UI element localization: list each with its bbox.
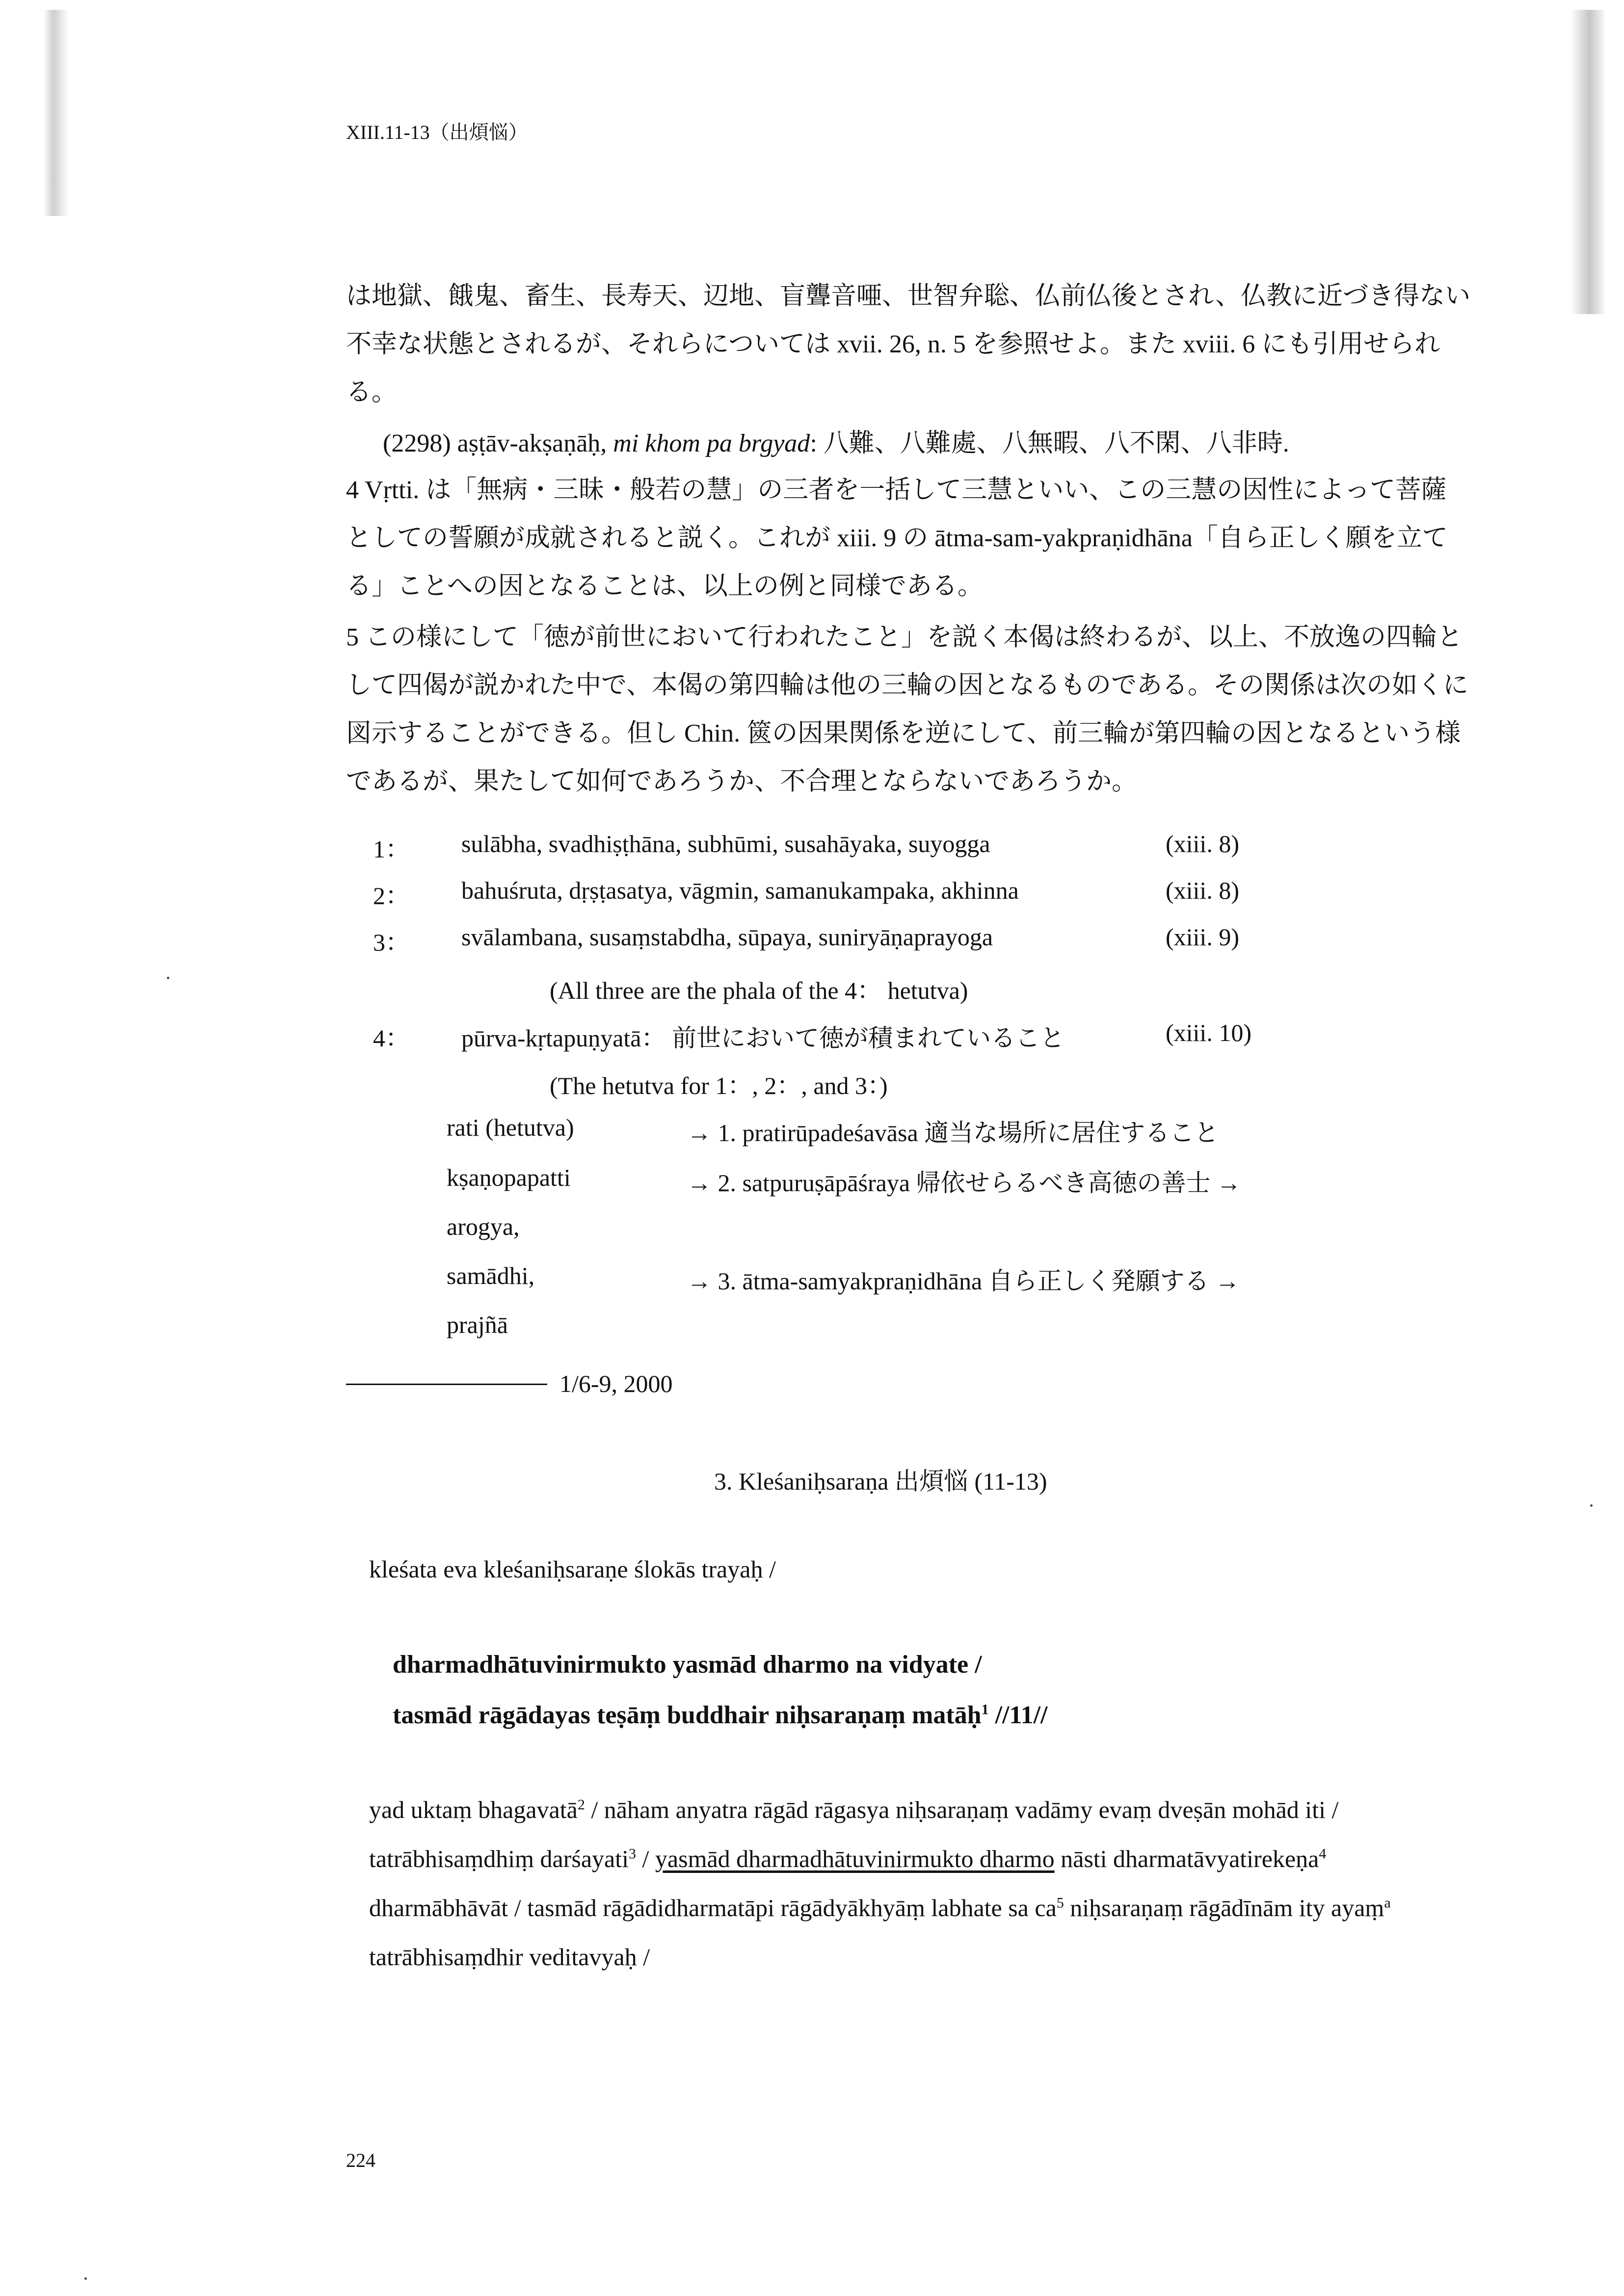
text-span: / — [636, 1845, 655, 1872]
verse-number: //11// — [988, 1701, 1048, 1729]
footnote-marker: 3 — [629, 1845, 637, 1862]
page-number: 224 — [346, 2149, 375, 2171]
date-rule — [346, 1384, 547, 1385]
text-line: としての誓願が成就されると説く。これが xiii. 9 の ātma-sam-yakpraṇidhāna「自ら正しく願を立て — [346, 524, 1448, 552]
note-2298 — [383, 420, 1289, 468]
wheel-number: 3： — [373, 929, 410, 956]
text-line: 4 Vṛtti. は「無病・三昧・般若の慧」の三者を一括して三慧といい、この三慧の因性によって菩薩 — [346, 476, 1447, 504]
verse-text: tasmād rāgādayas teṣāṃ buddhair niḥsaraṇaṃ matāḥ — [393, 1701, 982, 1729]
wheel-reference: (xiii. 10) — [1166, 1019, 1251, 1046]
text-line: る。 — [346, 378, 398, 406]
underlined-quote: yasmād dharmadhātuvinirmukto dharmo — [655, 1845, 1055, 1872]
running-header: XIII.11-13（出煩悩） — [346, 121, 528, 143]
commentary — [369, 1795, 1503, 1992]
chart-right-label: → 3. ātma-samyakpraṇidhāna 自ら正しく発願する → — [687, 1267, 1240, 1295]
footnote-marker: 1 — [981, 1701, 989, 1718]
text-line: る」ことへの因となることは、以上の例と同様である。 — [346, 572, 983, 600]
text-line: は地獄、餓鬼、畜生、長寿天、辺地、盲聾音唖、世智弁聡、仏前仏後とされ、仏教に近づき得ない — [346, 282, 1471, 310]
chart-left-label: rati (hetutva) — [447, 1114, 574, 1141]
date-stamp: 1/6-9, 2000 — [559, 1370, 673, 1397]
chart-left-label: kṣaṇopapatti — [447, 1164, 571, 1191]
scan-speck — [1590, 1504, 1593, 1507]
note-2298-tibetan: mi khom pa brgyad — [613, 429, 810, 457]
note-5 — [346, 614, 1468, 806]
text-line — [369, 1894, 1503, 1943]
text-line: tatrābhisaṃdhir veditavyaḥ / — [369, 1943, 650, 1971]
text-span: nāsti dharmatāvyatirekeṇa — [1054, 1845, 1319, 1872]
chart-left-label: samādhi, — [447, 1262, 535, 1289]
note-2298-prefix: (2298) aṣṭāv-akṣaṇāḥ, — [383, 429, 607, 457]
intro-line: kleśata eva kleśaniḥsaraṇe ślokās trayaḥ / — [369, 1555, 776, 1583]
chart-right-label: → 2. satpuruṣāpāśraya 帰依せらるべき高徳の善士 → — [687, 1169, 1242, 1197]
footnote-marker: 5 — [1056, 1895, 1064, 1911]
scan-speck — [84, 2277, 87, 2280]
text-line: 不幸な状態とされるが、それらについては xvii. 26, n. 5 を参照せよ。また xviii. 6 にも引用せられ — [346, 330, 1440, 358]
verse-line — [393, 1701, 1047, 1730]
wheel-reference: (xiii. 8) — [1166, 877, 1239, 904]
phala-note: (All three are the phala of the 4： hetutva) — [550, 977, 968, 1004]
footnote-marker: a — [1384, 1895, 1391, 1911]
wheel-terms: bahuśruta, dṛṣṭasatya, vāgmin, samanukampaka, akhinna — [461, 877, 1019, 904]
chart-left-label: arogya, — [447, 1213, 520, 1240]
note-4 — [346, 466, 1448, 611]
wheel-terms: svālambana, susaṃstabdha, sūpaya, suniryāṇaprayoga — [461, 923, 993, 951]
wheel-number: 1： — [373, 835, 410, 863]
chart-right-label: → 1. pratirūpadeśavāsa 適当な場所に居住すること — [687, 1119, 1219, 1147]
text-span: / nāham anyatra rāgād rāgasya niḥsaraṇaṃ vadāmy evaṃ dveṣān mohād iti / — [585, 1796, 1339, 1823]
text-span: dharmābhāvāt / tasmād rāgādidharmatāpi rāgādyākhyāṃ labhate sa ca — [369, 1894, 1057, 1922]
scan-shadow-right — [1571, 10, 1605, 314]
wheel-terms: pūrva-kṛtapuṇyatā： 前世において徳が積まれていること — [461, 1024, 1065, 1052]
chart-left-label: prajñā — [447, 1311, 508, 1338]
text-line: 図示することができる。但し Chin. 篋の因果関係を逆にして、前三輪が第四輪の因となるという様 — [346, 720, 1461, 748]
text-line: 5 この様にして「徳が前世において行われたこと」を説く本偈は終わるが、以上、不放逸の四輪と — [346, 623, 1463, 651]
text-line: であるが、果たして如何であろうか、不合理とならないであろうか。 — [346, 768, 1138, 796]
note-2298-suffix: : 八難、八難處、八無暇、八不閑、八非時. — [810, 429, 1289, 457]
wheel-number: 2： — [373, 882, 410, 909]
text-line: して四偈が説かれた中で、本偈の第四輪は他の三輪の因となるものである。その関係は次の如くに — [346, 671, 1468, 699]
text-line — [369, 1795, 1503, 1844]
section-title: 3. Kleśaniḥsaraṇa 出煩悩 (11-13) — [714, 1468, 1047, 1495]
scan-shadow-left — [43, 10, 69, 216]
paragraph-continuation — [346, 272, 1470, 417]
scan-speck — [167, 977, 169, 979]
wheel-reference: (xiii. 9) — [1166, 923, 1239, 951]
footnote-marker: 4 — [1319, 1845, 1327, 1862]
hetutva-note: (The hetutva for 1：, 2：, and 3：) — [550, 1072, 888, 1099]
text-line — [369, 1844, 1503, 1894]
text-span: yad uktaṃ bhagavatā — [369, 1796, 578, 1823]
wheel-reference: (xiii. 8) — [1166, 830, 1239, 857]
footnote-marker: 2 — [577, 1796, 585, 1813]
text-span: niḥsaraṇaṃ rāgādīnām ity ayaṃ — [1064, 1894, 1384, 1922]
verse-line: dharmadhātuvinirmukto yasmād dharmo na vidyate / — [393, 1651, 982, 1679]
wheel-number: 4： — [373, 1024, 410, 1052]
wheel-terms: sulābha, svadhiṣṭhāna, subhūmi, susahāyaka, suyogga — [461, 830, 990, 857]
text-span: tatrābhisaṃdhiṃ darśayati — [369, 1845, 629, 1872]
